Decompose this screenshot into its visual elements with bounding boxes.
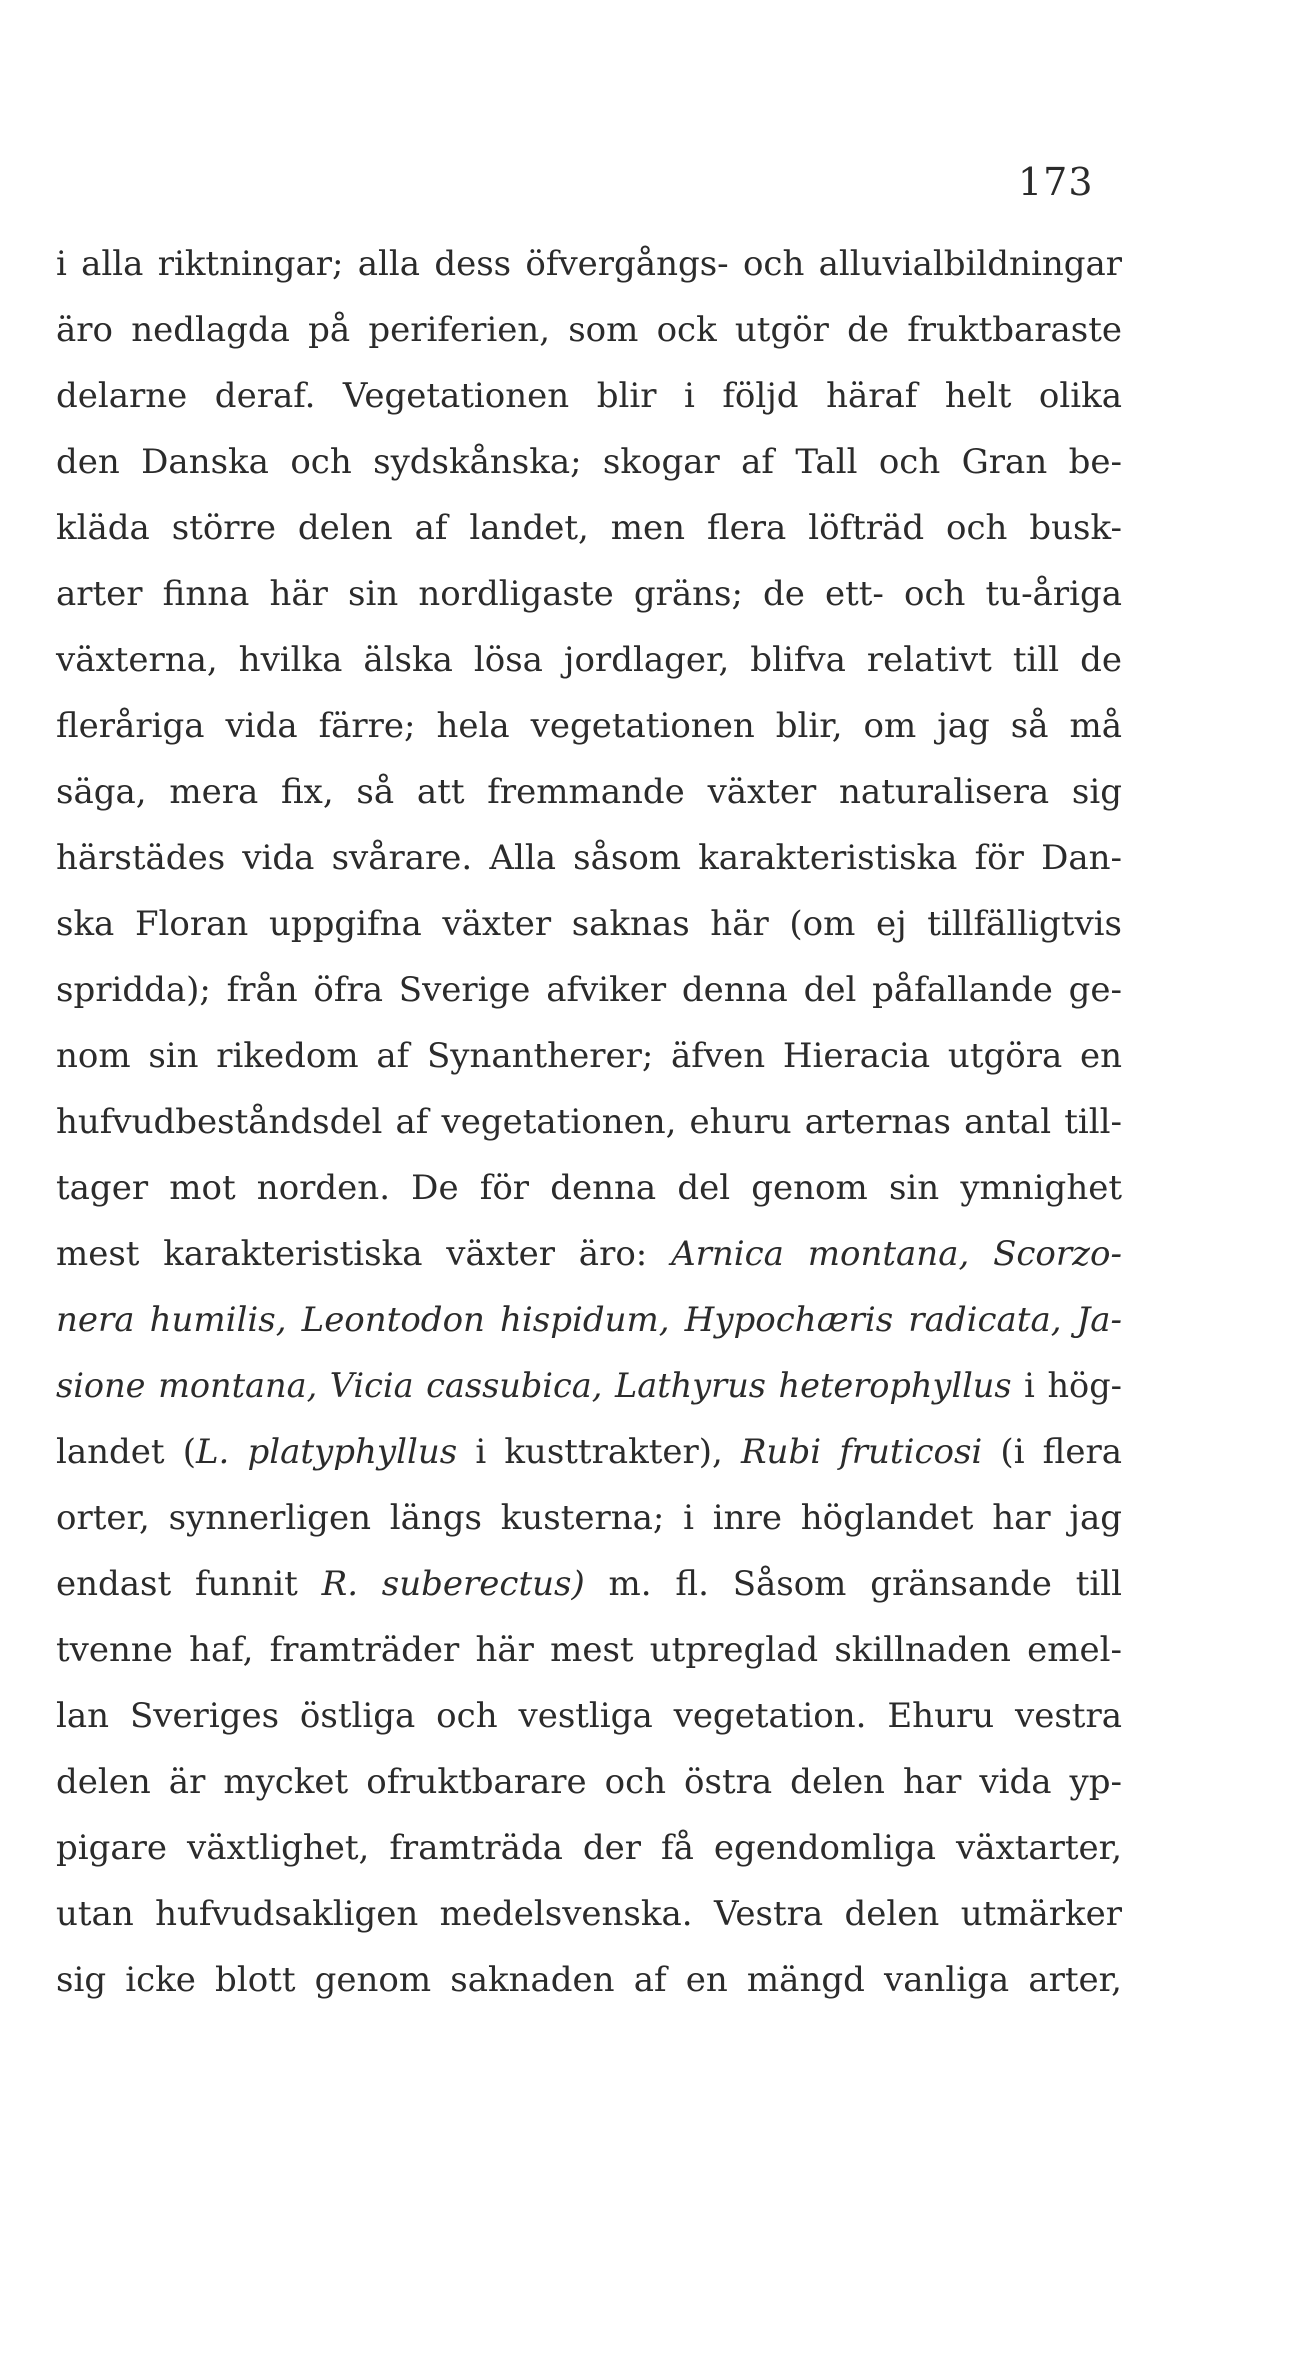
text-segment: tvenne haf, framträder här mest utpreglad skillnaden emel- — [56, 1630, 1122, 1670]
text-segment: lan Sveriges östliga och vestliga vegetation. Ehuru vestra — [56, 1696, 1122, 1736]
text-line — [56, 1490, 1122, 1556]
text-line — [56, 962, 1122, 1028]
text-segment: landet ( — [56, 1432, 196, 1472]
text-line — [56, 1556, 1122, 1622]
text-segment: arter finna här sin nordligaste gräns; de ett- och tu-åriga — [56, 574, 1122, 614]
italic-text: L. platyphyllus — [195, 1432, 458, 1472]
text-line — [56, 1820, 1122, 1886]
text-segment: (i flera — [982, 1432, 1122, 1472]
italic-text: nera humilis, Leontodon hispidum, Hypochæris radicata, Ja- — [56, 1300, 1122, 1340]
text-line — [56, 1160, 1122, 1226]
text-line — [56, 764, 1122, 830]
text-segment: kläda större delen af landet, men flera löfträd och busk- — [56, 508, 1122, 548]
italic-text: Rubi fruticosi — [740, 1432, 983, 1472]
text-line — [56, 500, 1122, 566]
text-segment: orter, synnerligen längs kusterna; i inre höglandet har jag — [56, 1498, 1122, 1538]
text-line — [56, 1292, 1122, 1358]
text-segment: äro nedlagda på periferien, som ock utgör de fruktbaraste — [56, 310, 1122, 350]
italic-text: Arnica montana, Scorzo- — [671, 1234, 1123, 1274]
text-line — [56, 1094, 1122, 1160]
text-line — [56, 236, 1122, 302]
text-segment: delen är mycket ofruktbarare och östra delen har vida yp- — [56, 1762, 1122, 1802]
text-segment: spridda); från öfra Sverige afviker denna del påfallande ge- — [56, 970, 1122, 1010]
text-segment: härstädes vida svårare. Alla såsom karakteristiska för Dan- — [56, 838, 1122, 878]
text-segment: mest karakteristiska växter äro: — [56, 1234, 672, 1274]
text-line — [56, 1028, 1122, 1094]
text-segment: säga, mera fix, så att fremmande växter naturalisera sig — [56, 772, 1122, 812]
text-line — [56, 302, 1122, 368]
text-line — [56, 368, 1122, 434]
text-line — [56, 1886, 1122, 1952]
text-segment: i kusttrakter), — [457, 1432, 741, 1472]
text-segment: delarne deraf. Vegetationen blir i följd häraf helt olika — [56, 376, 1122, 416]
text-line — [56, 566, 1122, 632]
text-line — [56, 1424, 1122, 1490]
text-line — [56, 1952, 1122, 2018]
body-text — [56, 236, 1122, 2018]
text-segment: tager mot norden. De för denna del genom sin ymnighet — [56, 1168, 1122, 1208]
text-segment: utan hufvudsakligen medelsvenska. Vestra delen utmärker — [56, 1894, 1122, 1934]
text-segment: hufvudbeståndsdel af vegetationen, ehuru arternas antal till- — [56, 1102, 1122, 1142]
text-segment: fleråriga vida färre; hela vegetationen blir, om jag så må — [56, 706, 1122, 746]
text-line — [56, 698, 1122, 764]
text-segment: endast funnit — [56, 1564, 322, 1604]
text-line — [56, 1688, 1122, 1754]
text-segment: m. fl. Såsom gränsande till — [584, 1564, 1122, 1604]
text-segment: pigare växtlighet, framträda der få egendomliga växtarter, — [56, 1828, 1122, 1868]
text-segment: i alla riktningar; alla dess öfvergångs- och alluvialbildningar — [56, 244, 1122, 284]
text-line — [56, 1754, 1122, 1820]
italic-text: sione montana, Vicia cassubica, Lathyrus heterophyllus — [56, 1366, 1012, 1405]
italic-text: R. suberectus) — [321, 1564, 585, 1604]
text-line — [56, 632, 1122, 698]
text-segment: den Danska och sydskånska; skogar af Tall och Gran be- — [56, 442, 1122, 482]
text-segment: ska Floran uppgifna växter saknas här (om ej tillfälligtvis — [56, 904, 1122, 944]
text-segment: i hög- — [1011, 1366, 1122, 1405]
text-line — [56, 830, 1122, 896]
page-number: 173 — [1018, 160, 1094, 204]
text-segment: nom sin rikedom af Synantherer; äfven Hieracia utgöra en — [56, 1036, 1122, 1076]
text-segment: växterna, hvilka älska lösa jordlager, blifva relativt till de — [56, 640, 1122, 680]
text-line — [56, 1622, 1122, 1688]
text-line — [56, 1358, 1122, 1424]
text-line — [56, 434, 1122, 500]
text-segment: sig icke blott genom saknaden af en mängd vanliga arter, — [56, 1960, 1122, 2000]
text-line — [56, 896, 1122, 962]
text-line — [56, 1226, 1122, 1292]
